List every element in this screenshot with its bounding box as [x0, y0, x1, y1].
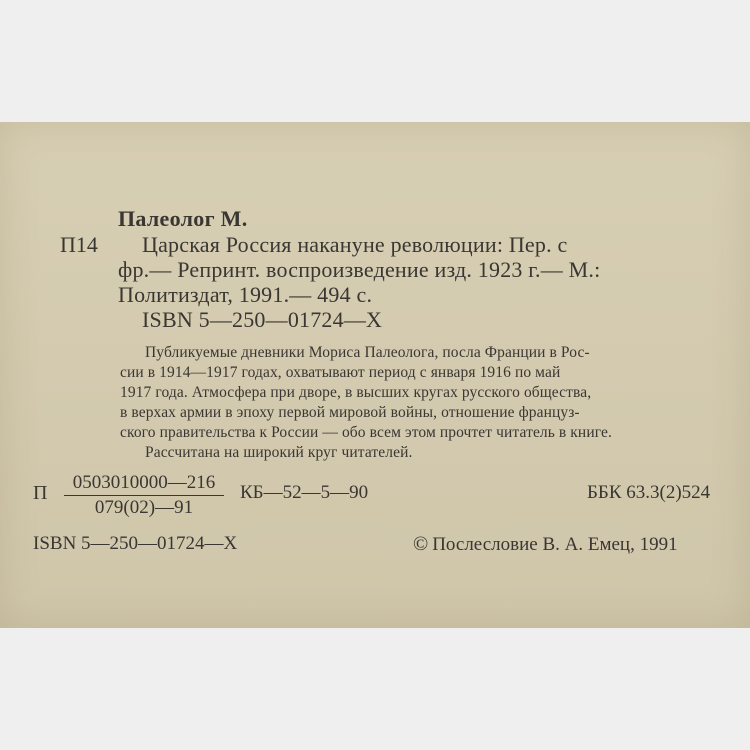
copyright-icon: © [413, 533, 429, 555]
bibliography-line-1: Царская Россия накануне революции: Пер. с [142, 232, 568, 257]
footer-isbn: ISBN 5—250—01724—X [33, 533, 238, 554]
copyright-text: Послесловие В. А. Емец, 1991 [432, 534, 678, 555]
bbk-code: ББК 63.3(2)524 [587, 482, 711, 503]
catalog-card [0, 122, 750, 628]
publisher-mark: П [33, 482, 48, 504]
abstract-line-1: Публикуемые дневники Мориса Палеолога, посла Франции в Рос- [145, 344, 590, 361]
index-code: П14 [60, 232, 98, 257]
kb-code: КБ—52—5—90 [240, 482, 369, 503]
abstract-line-3: 1917 года. Атмосфера при дворе, в высших кругах русского общества, [120, 384, 592, 401]
author-name: Палеолог М. [118, 206, 248, 231]
index-fraction [64, 472, 224, 519]
abstract-line-6: Рассчитана на широкий круг читателей. [145, 444, 413, 461]
bibliography-line-2: фр.— Репринт. воспроизведение изд. 1923 г.— М.: [118, 257, 601, 282]
fraction-numerator: 0503010000—216 [64, 472, 224, 496]
isbn-line: ISBN 5—250—01724—X [142, 307, 383, 332]
copyright-notice [413, 533, 678, 556]
abstract-line-5: ского правительства к России — обо всем этом прочтет читатель в книге. [120, 424, 612, 441]
abstract-line-4: в верхах армии в эпоху первой мировой войны, отношение француз- [120, 404, 580, 421]
bibliography-line-3: Политиздат, 1991.— 494 с. [118, 282, 373, 307]
abstract-line-2: сии в 1914—1917 годах, охватывают период с января 1916 по май [120, 364, 561, 381]
fraction-denominator: 079(02)—91 [94, 497, 194, 518]
